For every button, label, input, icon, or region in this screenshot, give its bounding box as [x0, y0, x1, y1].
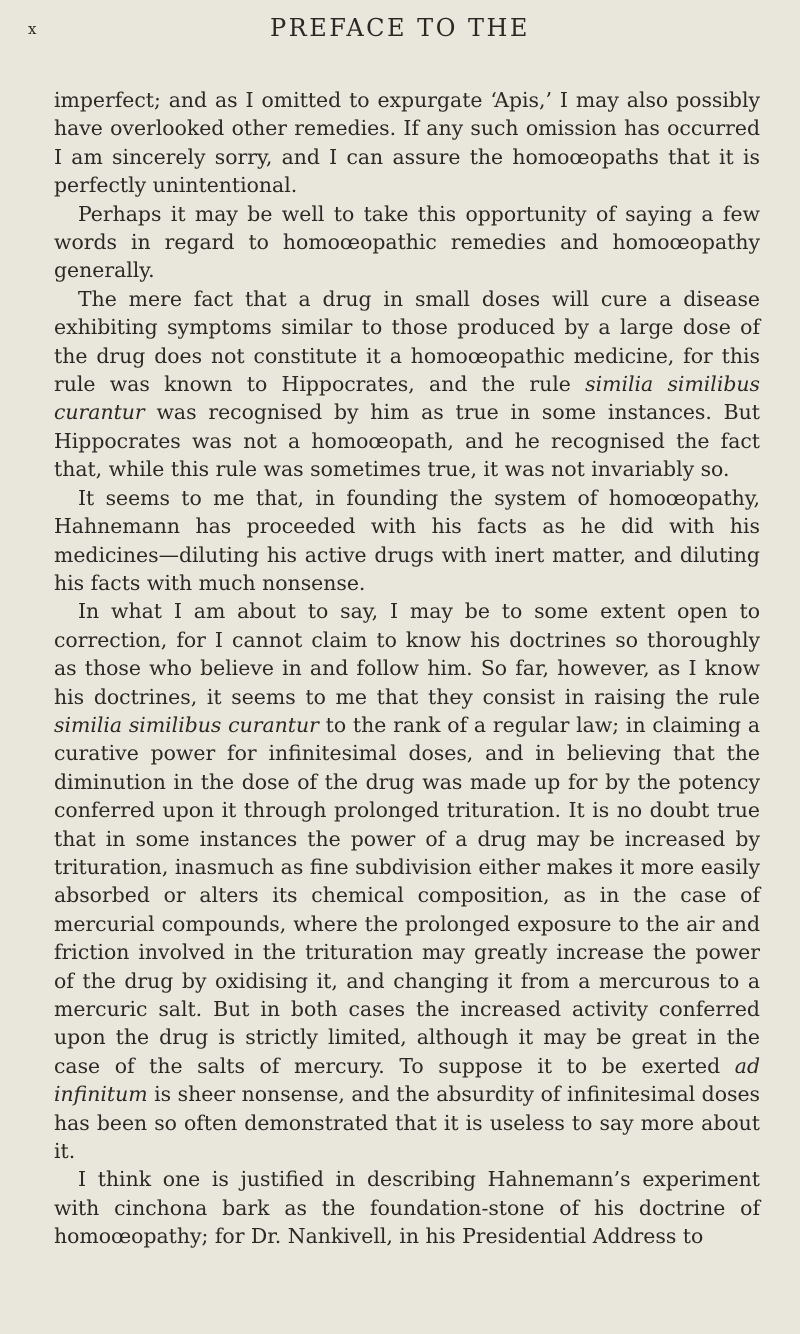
- running-head: [0, 12, 800, 48]
- body-text: [54, 86, 760, 1251]
- latin-phrase: ad infinitum: [54, 1053, 760, 1107]
- text-segment: I think one is justified in describing Hahnemann’s experiment with cinchona bark as the foundation-stone of his doctrine of homoœopathy; for Dr. Nankivell, in his Presidential Address to: [54, 1167, 760, 1249]
- paragraph: [54, 1165, 760, 1250]
- latin-phrase: similia similibus curantur: [54, 372, 760, 425]
- text-segment: It seems to me that, in founding the system of homoœopathy, Hahnemann has proceeded with his facts as he did with his medicines—diluting his active drugs with inert matter, and diluting his facts with much nonsense.: [54, 485, 760, 595]
- text-segment: In what I am about to say, I may be to some extent open to correction, for I cannot claim to know his doctrines so thoroughly as those who believe in and follow him. So far, however, as I know his doctrines, it seems to me that they consist in raising the rule: [54, 599, 760, 709]
- text-segment: was recognised by him as true in some instances. But Hippocrates was not a homoœopath, and he recognised the fact that, while this rule was sometimes true, it was not invariably so.: [54, 400, 760, 482]
- paragraph-continuation: [54, 86, 760, 200]
- paragraph: [54, 597, 760, 1165]
- text-segment: is sheer nonsense, and the absurdity of infinitesimal doses has been so often demonstrated that it is useless to say more about it.: [54, 1082, 760, 1164]
- paragraph: [54, 200, 760, 285]
- text-segment: imperfect; and as I omitted to expurgate ‘Apis,’ I may also possibly have overlooked other remedies. If any such omission has occurred I am sincerely sorry, and I can assure the homoœopaths that it is perfectly unintentional.: [54, 88, 760, 198]
- text-segment: The mere fact that a drug in small doses will cure a disease exhibiting symptoms similar to those produced by a large dose of the drug does not constitute it a homoœopathic medicine, for this rule was known to Hippocrates, and the rule: [54, 286, 760, 397]
- page-number: x: [28, 20, 38, 38]
- paragraph: [54, 285, 760, 484]
- paragraph: [54, 484, 760, 598]
- text-segment: to the rank of a regular law; in claiming a curative power for infinitesimal doses, and in believing that the diminution in the dose of the drug was made up for by the potency conferred upon it through prolonged trituration. It is no doubt true that in some instances the power of a drug may be increased by trituration, inasmuch as fine subdivision either makes it more easily absorbed or alters its chemical composition, as in the case of mercurial compounds, where the prolonged exposure to the air and friction involved in the trituration may greatly increase the power of the drug by oxidising it, and changing it from a mercurous to a mercuric salt. But in both cases the increased activity conferred upon the drug is strictly limited, although it may be great in the case of the salts of mercury. To suppose it to be exerted: [54, 712, 760, 1078]
- text-segment: Perhaps it may be well to take this opportunity of saying a few words in regard to homoœopathic remedies and homoœopathy generally.: [54, 201, 760, 283]
- latin-phrase: similia similibus curantur: [54, 712, 319, 737]
- running-head-title: PREFACE TO THE: [270, 14, 530, 42]
